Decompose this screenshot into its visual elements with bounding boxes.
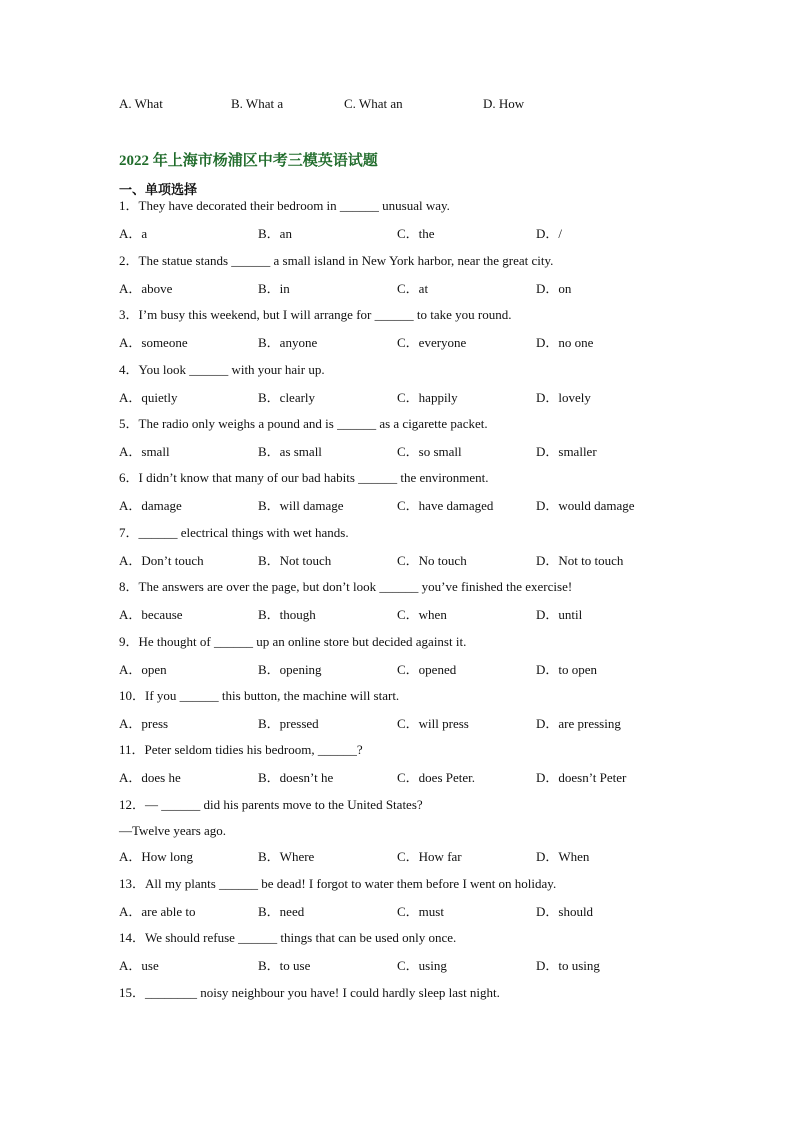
answer-option: A．above xyxy=(119,281,173,296)
answer-option: C．the xyxy=(397,226,435,241)
section-heading: 一、单项选择 xyxy=(119,182,198,197)
answer-option: C．happily xyxy=(397,390,458,405)
answer-option: B．in xyxy=(258,281,290,296)
answer-option: D．When xyxy=(536,849,590,864)
question-text: 9．He thought of ______ up an online store but decided against it. xyxy=(119,634,467,649)
answer-option: C．No touch xyxy=(397,553,467,568)
question-text: 2．The statue stands ______ a small island in New York harbor, near the great city. xyxy=(119,253,554,268)
answer-option: D．until xyxy=(536,607,583,622)
answer-option: A．because xyxy=(119,607,183,622)
answer-option: A．a xyxy=(119,226,148,241)
answer-option: D．no one xyxy=(536,335,594,350)
answer-option: A．open xyxy=(119,662,167,677)
answer-option: B．pressed xyxy=(258,716,319,731)
answer-option: D．Not to touch xyxy=(536,553,624,568)
answer-option: D．should xyxy=(536,904,594,919)
question-text: 5．The radio only weighs a pound and is ______ as a cigarette packet. xyxy=(119,416,488,431)
answer-option: A．someone xyxy=(119,335,188,350)
answer-option: B．doesn’t he xyxy=(258,770,334,785)
answer-option: D．are pressing xyxy=(536,716,621,731)
answer-option: C．must xyxy=(397,904,444,919)
answer-option: C．have damaged xyxy=(397,498,494,513)
answer-option: C．using xyxy=(397,958,447,973)
answer-option: B．opening xyxy=(258,662,322,677)
answer-option: D．doesn’t Peter xyxy=(536,770,627,785)
question-text: 4．You look ______ with your hair up. xyxy=(119,362,325,377)
question-text: 7．______ electrical things with wet hands. xyxy=(119,525,349,540)
answer-option: A．use xyxy=(119,958,159,973)
answer-option: B．anyone xyxy=(258,335,318,350)
question-answer-line: —Twelve years ago. xyxy=(119,823,227,838)
answer-option: D．lovely xyxy=(536,390,591,405)
answer-option: A．damage xyxy=(119,498,182,513)
answer-option: D．would damage xyxy=(536,498,635,513)
answer-option: C．opened xyxy=(397,662,457,677)
answer-option: D．on xyxy=(536,281,572,296)
answer-option: C．does Peter. xyxy=(397,770,475,785)
question-text: 15．________ noisy neighbour you have! I could hardly sleep last night. xyxy=(119,985,500,1000)
answer-option: D．smaller xyxy=(536,444,597,459)
answer-option: C．everyone xyxy=(397,335,467,350)
question-text: 11．Peter seldom tidies his bedroom, ______? xyxy=(119,742,363,757)
question-text: 8．The answers are over the page, but don’t look ______ you’ve finished the exercise! xyxy=(119,579,573,594)
answer-option: A．press xyxy=(119,716,169,731)
question-text: 14．We should refuse ______ things that can be used only once. xyxy=(119,930,457,945)
answer-option: A．quietly xyxy=(119,390,178,405)
answer-option: B．an xyxy=(258,226,292,241)
answer-option: C．will press xyxy=(397,716,469,731)
answer-option: B．clearly xyxy=(258,390,316,405)
page-title: 2022 年上海市杨浦区中考三模英语试题 xyxy=(119,153,378,169)
question-text: 6．I didn’t know that many of our bad habits ______ the environment. xyxy=(119,470,489,485)
answer-option: A．Don’t touch xyxy=(119,553,204,568)
question-text: 12．— ______ did his parents move to the United States? xyxy=(119,797,423,812)
question-text: 1．They have decorated their bedroom in ______ unusual way. xyxy=(119,198,450,213)
answer-option: A．How long xyxy=(119,849,194,864)
question-text: 10．If you ______ this button, the machine will start. xyxy=(119,688,400,703)
answer-option: A．are able to xyxy=(119,904,196,919)
prev-option: B. What a xyxy=(231,96,284,111)
answer-option: C．How far xyxy=(397,849,462,864)
answer-option: C．at xyxy=(397,281,429,296)
answer-option: D．to open xyxy=(536,662,598,677)
answer-option: B．need xyxy=(258,904,305,919)
question-text: 3．I’m busy this weekend, but I will arrange for ______ to take you round. xyxy=(119,307,512,322)
prev-option: C. What an xyxy=(344,96,403,111)
answer-option: B．though xyxy=(258,607,316,622)
answer-option: C．when xyxy=(397,607,447,622)
answer-option: C．so small xyxy=(397,444,462,459)
answer-option: B．to use xyxy=(258,958,311,973)
answer-option: A．does he xyxy=(119,770,181,785)
answer-option: D．to using xyxy=(536,958,600,973)
answer-option: B．Not touch xyxy=(258,553,332,568)
answer-option: A．small xyxy=(119,444,170,459)
prev-option: D. How xyxy=(483,96,525,111)
answer-option: B．as small xyxy=(258,444,322,459)
answer-option: B．Where xyxy=(258,849,315,864)
answer-option: D．/ xyxy=(536,226,563,241)
prev-option: A. What xyxy=(119,96,163,111)
question-text: 13．All my plants ______ be dead! I forgot to water them before I went on holiday. xyxy=(119,876,557,891)
answer-option: B．will damage xyxy=(258,498,344,513)
